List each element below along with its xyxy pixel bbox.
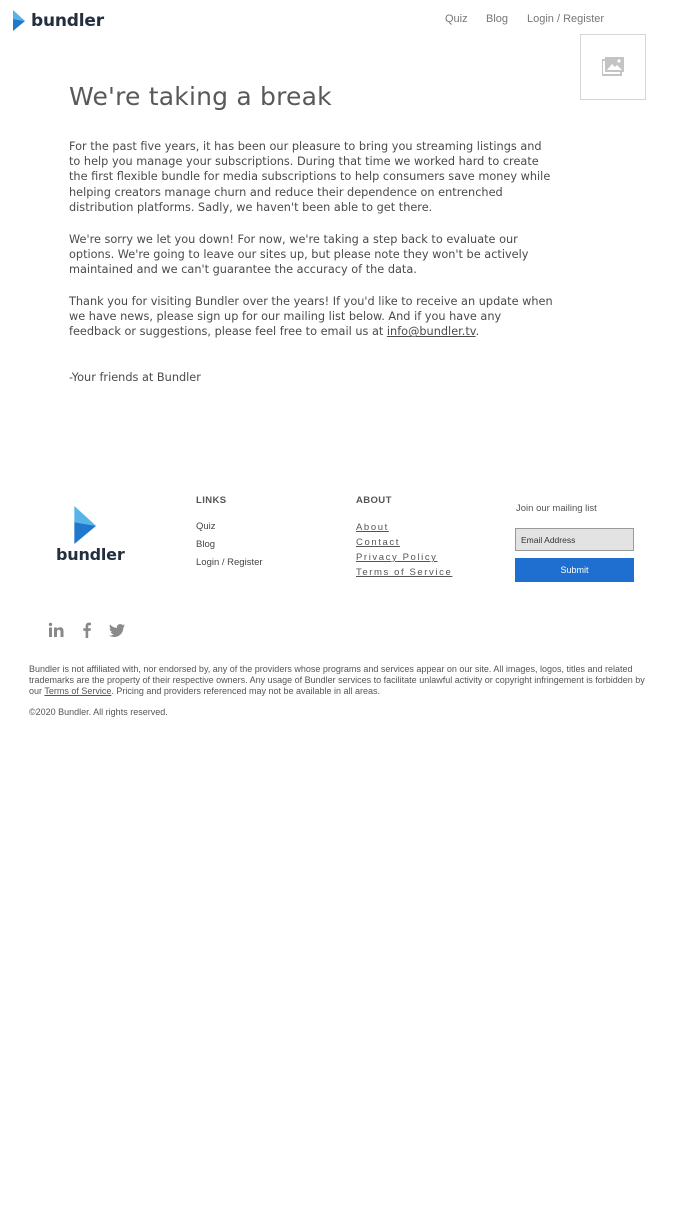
thanks-paragraph <box>69 294 555 340</box>
about-heading: ABOUT <box>356 495 392 506</box>
page-title: We're taking a break <box>69 82 332 111</box>
nav-quiz-link[interactable]: Quiz <box>445 13 468 25</box>
image-placeholder-icon <box>602 57 624 77</box>
disclaimer-text: Bundler is not affiliated with, nor endorsed by, any of the providers whose programs and services appear on our site. All images, logos, titles and related trademarks are the property of their respective owners. Any usage of Bundler services to facilitate unlawful activity or copyright infringement is forbidden by our <box>29 664 645 696</box>
thanks-text-end: . <box>475 325 480 339</box>
nav-blog-link[interactable]: Blog <box>486 13 509 25</box>
email-input[interactable] <box>515 528 634 551</box>
facebook-icon[interactable] <box>79 622 95 638</box>
disclaimer <box>29 664 651 697</box>
footer-brand-name: bundler <box>56 545 125 564</box>
disclaimer-terms-link[interactable]: Terms of Service <box>44 686 112 696</box>
submit-button[interactable]: Submit <box>515 558 634 582</box>
brand-logo[interactable] <box>13 10 104 31</box>
bundler-logo-icon <box>74 506 100 544</box>
footer-link-about[interactable]: About <box>356 522 389 533</box>
mailing-list-label: Join our mailing list <box>516 503 597 514</box>
footer-about-list <box>356 522 452 582</box>
image-placeholder <box>580 34 646 100</box>
disclaimer-text-end: . Pricing and providers referenced may not be available in all areas. <box>111 686 381 696</box>
twitter-icon[interactable] <box>109 622 125 638</box>
copyright: ©2020 Bundler. All rights reserved. <box>29 707 168 717</box>
linkedin-icon[interactable] <box>48 622 64 638</box>
footer-link-privacy-policy[interactable]: Privacy Policy <box>356 552 438 563</box>
brand-name: bundler <box>31 10 104 31</box>
footer-link-terms-of-service[interactable]: Terms of Service <box>356 567 453 578</box>
bundler-logo-icon <box>13 10 27 31</box>
apology-paragraph: We're sorry we let you down! For now, we're taking a step back to evaluate our options. We're going to leave our sites up, but please note they won't be actively maintained and we can't guarantee the accuracy of the data. <box>69 233 529 277</box>
thanks-text: Thank you for visiting Bundler over the years! If you'd like to receive an update when we have news, please sign up for our mailing list below. And if you have any feedback or suggestions, please feel free to email us at <box>69 295 553 339</box>
nav-login-register-link[interactable]: Login / Register <box>527 13 605 25</box>
contact-email-link[interactable]: info@bundler.tv <box>386 325 476 339</box>
footer-link-login-register[interactable]: Login / Register <box>196 557 263 568</box>
footer-link-contact[interactable]: Contact <box>356 537 400 548</box>
intro-paragraph: For the past five years, it has been our pleasure to bring you streaming listings and to help you manage your subscriptions. During that time we worked hard to create the first flexible bundle for media subscriptions to help consumers save money while helping creators manage churn and reduce their dependence on entrenched distribution platforms. Sadly, we haven't been able to get there. <box>69 140 551 214</box>
footer-logo[interactable] <box>56 506 125 564</box>
footer-links-list <box>196 520 263 574</box>
links-heading: LINKS <box>196 495 227 506</box>
footer-link-quiz[interactable]: Quiz <box>196 521 216 532</box>
signoff: -Your friends at Bundler <box>69 371 201 384</box>
footer-link-blog[interactable]: Blog <box>196 539 216 550</box>
